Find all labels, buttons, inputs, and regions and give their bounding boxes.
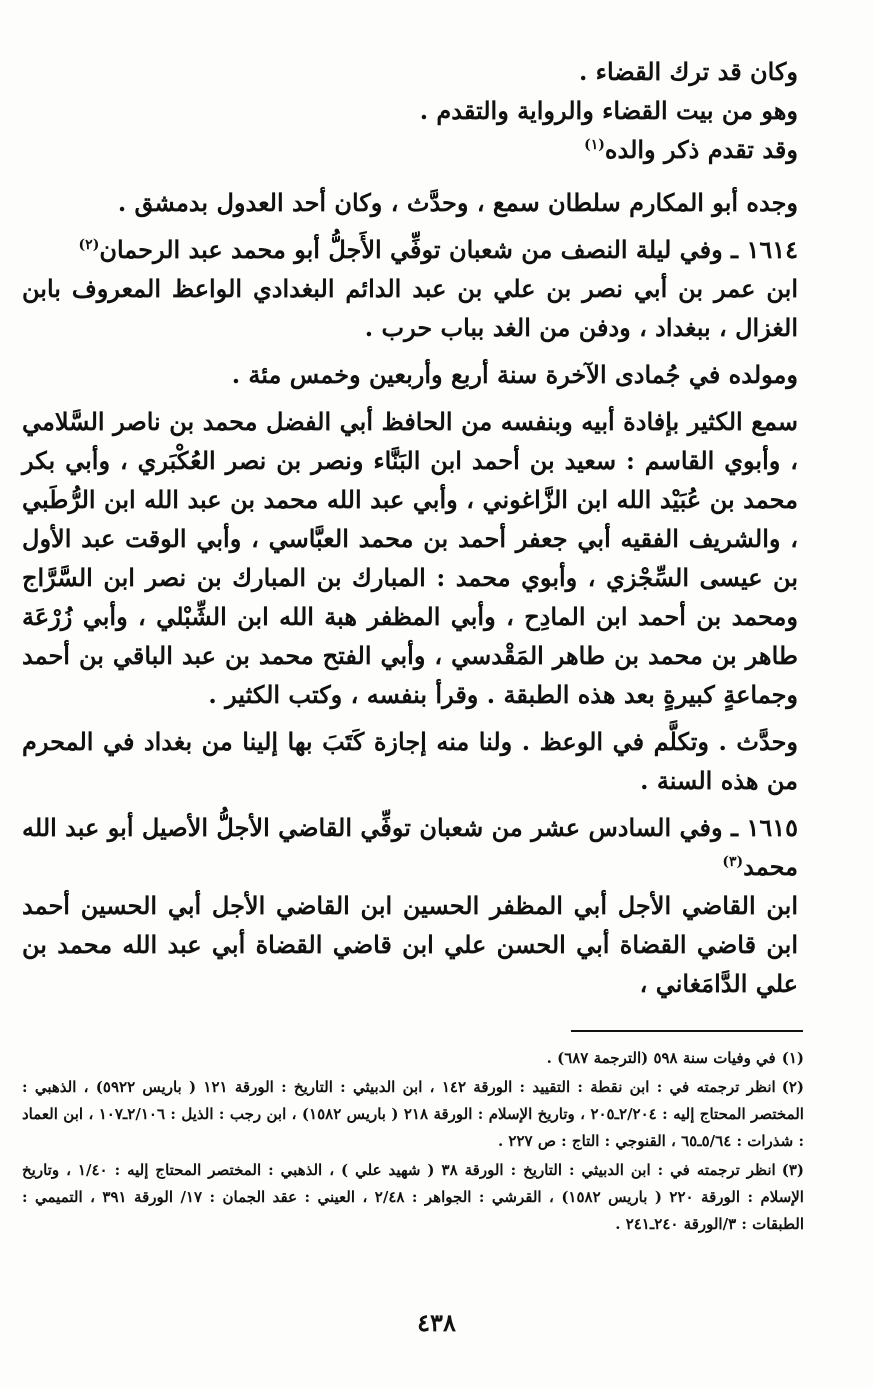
paragraph-8: سمع الكثير بإفادة أبيه وبنفسه من الحافظ أبي الفضل محمد بن ناصر السَّلامي ، وأبوي القاسم : سعيد بن أحمد ابن البَنَّاء ونصر بن نصر العُكْبَري ، وأبي بكر محمد بن عُبَيْد الله ابن الزَّاغوني ، وأبي عبد الله محمد بن عبد الله ابن الرُّطَبي ، والشريف الفقيه أبي جعفر أحمد بن محمد العبَّاسي ، وأبي الوقت عبد الأول بن عيسى السِّجْزي ، وأبوي محمد : المبارك بن المبارك بن نصر ابن السَّرَّاج ومحمد بن أحمد ابن المادِح ، وأبي المظفر هبة الله ابن الشِّبْلي ، وأبي زُرْعَة طاهر بن محمد بن طاهر المَقْدسي ، وأبي الفتح محمد بن عبد الباقي بن أحمد وجماعةٍ كبيرةٍ بعد هذه الطبقة . وقرأ بنفسه ، وكتب الكثير . <box>22 407 799 709</box>
footnote-3: (٣)انظر ترجمته في : ابن الدبيثي : التاريخ : الورقة ٣٨ ( شهيد علي ) ، الذهبي : المختصر المحتاج إليه : ١/٤٠ ، وتاريخ الإسلام : الورقة ٢٢٠ ( باريس ١٥٨٢) ، القرشي : الجواهر : ٢/٤٨ ، العيني : عقد الجمان : ١٧/ الورقة ٣٩١ ، التميمي : الطبقات : ٣/الورقة ٢٤٠ـ٢٤١ . <box>22 1161 804 1233</box>
footnote-2: (٢)انظر ترجمته في : ابن نقطة : التقييد : الورقة ١٤٢ ، ابن الدبيثي : التاريخ : الورقة ١٢١ ( باريس ٥٩٢٢) ، الذهبي : المختصر المحتاج إليه : ٢/٢٠٤ـ٢٠٥ ، وتاريخ الإسلام : الورقة ٢١٨ ( باريس ١٥٨٢) ، ابن رجب : الذيل : ٢/١٠٦ـ١٠٧ ، ابن العماد : شذرات : ٥/٦٤ـ٦٥ ، القنوجي : التاج : ص ٢٢٧ . <box>22 1078 804 1150</box>
paragraph-9: وحدَّث . وتكلَّم في الوعظ . ولنا منه إجازة كَتَبَ بها إلينا من بغداد في المحرم من هذه السنة . <box>22 727 798 795</box>
paragraph-6: ابن عمر بن أبي نصر بن علي بن عبد الدائم البغدادي الواعظ المعروف بابن الغزال ، ببغداد ، ودفن من الغد بباب حرب . <box>22 274 798 342</box>
footnote-ref-1: (١) <box>584 137 605 153</box>
entry-1615-heading: ١٦١٥ ـ وفي السادس عشر من شعبان توفِّي القاضي الأجلُّ الأصيل أبو عبد الله محمد$^{(٣)}$ <box>22 813 798 881</box>
footnote-1: (١)في وفيات سنة ٥٩٨ (الترجمة ٦٨٧) . <box>546 1049 804 1067</box>
paragraph-7: ومولده في جُمادى الآخرة سنة أربع وأربعين وخمس مئة . <box>231 360 798 389</box>
paragraph-4: وجده أبو المكارم سلطان سمع ، وحدَّث ، وكان أحد العدول بدمشق . <box>117 188 798 217</box>
paragraph-2: وهو من بيت القضاء والرواية والتقدم . <box>419 96 798 125</box>
paragraph-3: وقد تقدم ذكر والده$^{(١)}$ <box>584 135 798 164</box>
paragraph-11: ابن القاضي الأجل أبي المظفر الحسين ابن القاضي الأجل أبي الحسين أحمد ابن قاضي القضاة أبي الحسن علي ابن قاضي القضاة أبي عبد الله محمد بن علي الدَّامَغاني ، <box>22 891 798 998</box>
footnotes <box>22 1045 804 1240</box>
footnote-divider <box>571 1030 803 1032</box>
footnote-ref-2: (٢) <box>78 237 100 253</box>
page-number: ٤٣٨ <box>417 1308 456 1337</box>
footnote-ref-3: (٣) <box>722 854 744 870</box>
main-text <box>22 52 798 1011</box>
paragraph-1: وكان قد ترك القضاء . <box>578 57 798 86</box>
entry-1614-heading: ١٦١٤ ـ وفي ليلة النصف من شعبان توفِّي الأَجلُّ أبو محمد عبد الرحمان$^{(٢)}$ <box>78 235 798 264</box>
